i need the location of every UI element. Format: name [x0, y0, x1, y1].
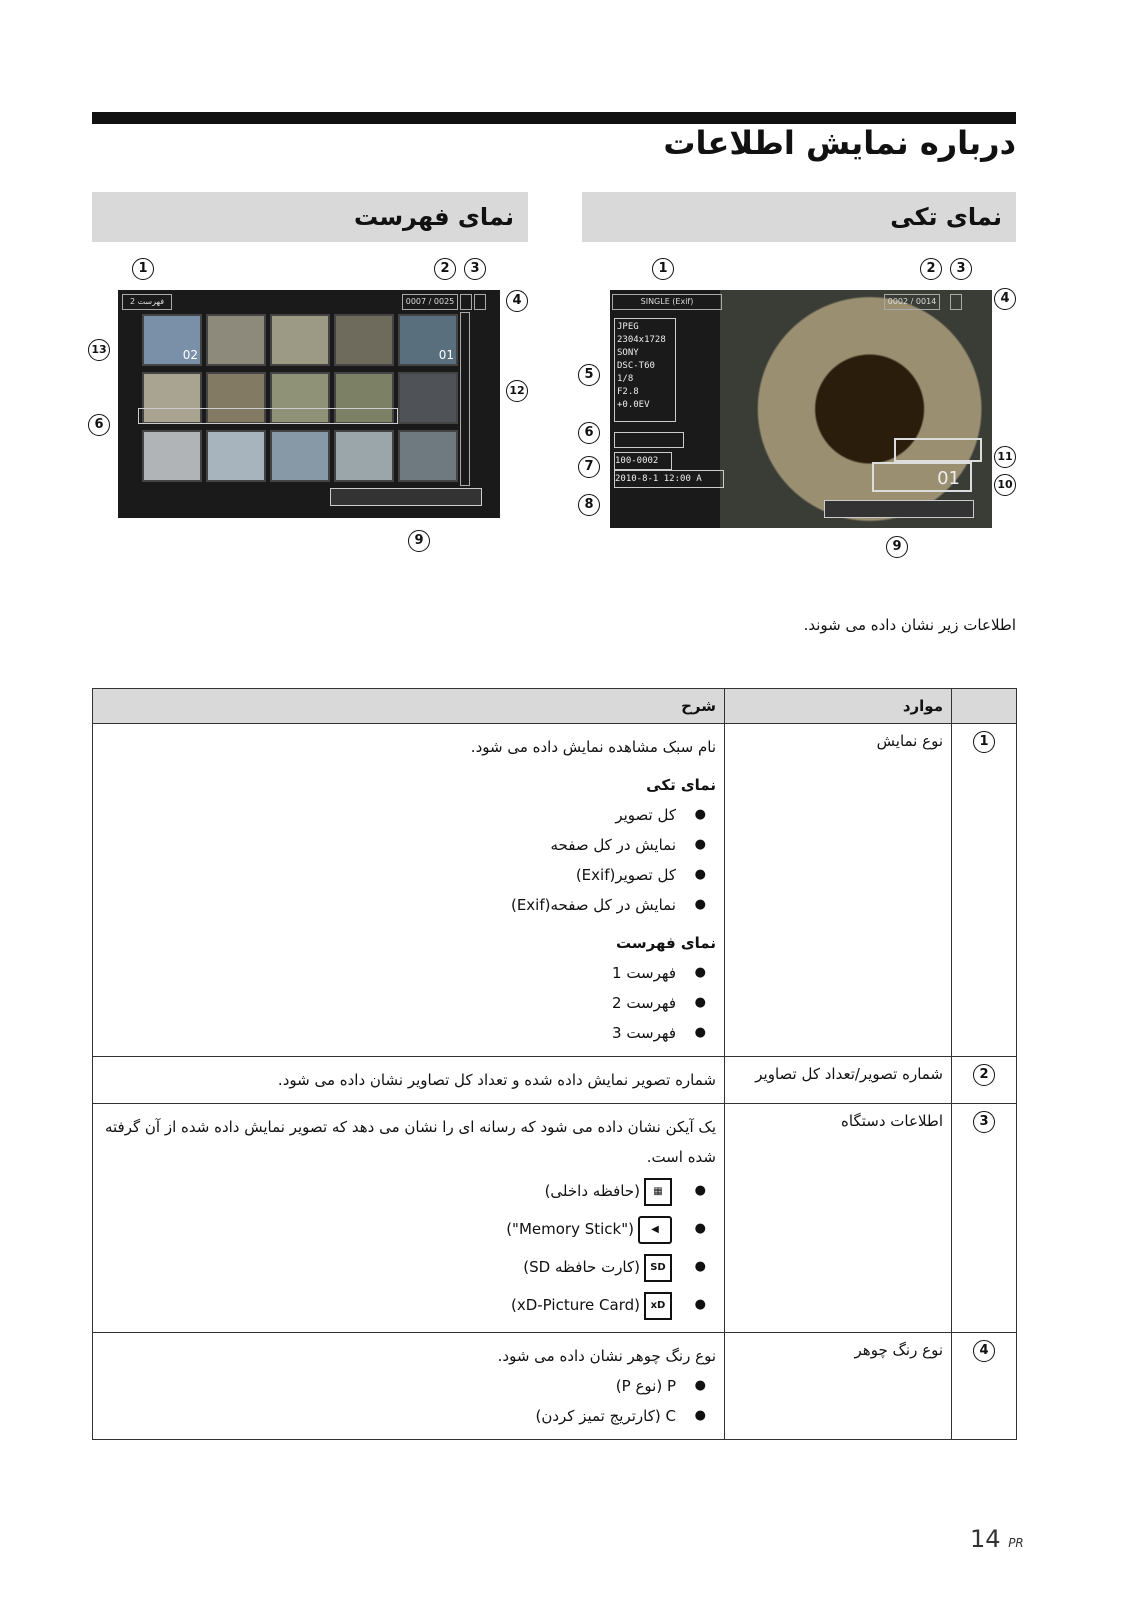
- callout-8: 8: [578, 494, 600, 516]
- thumbnail: 01: [398, 314, 458, 366]
- row-desc-text: یک آیکن نشان داده می شود که رسانه ای را نشان می دهد که تصویر نمایش داده شده از آن گرفته شده است.: [104, 1118, 716, 1166]
- icon-row-highlight: [614, 432, 684, 448]
- print-layout-icons: [894, 438, 982, 462]
- list-item: ● P (نوع P): [101, 1371, 716, 1401]
- xd-card-icon: xD: [644, 1292, 672, 1320]
- operation-guide: [824, 500, 974, 518]
- table-row: [93, 1104, 1017, 1333]
- callout-4: 4: [994, 288, 1016, 310]
- icon-row-highlight: [138, 408, 398, 424]
- thumbnail: [206, 314, 266, 366]
- subheading: نمای تکی: [646, 776, 716, 794]
- row-item: شماره تصویر/تعداد کل تصاویر: [725, 1057, 952, 1104]
- memory-stick-icon: ◀: [638, 1216, 672, 1244]
- shooting-date: 2010-8-1 12:00 A: [614, 470, 724, 488]
- display-type-indicator: 2 فهرست: [122, 294, 172, 310]
- intro-text: اطلاعات زیر نشان داده می شوند.: [803, 616, 1016, 634]
- sd-card-icon: SD: [644, 1254, 672, 1282]
- list-item: ● نمایش در کل صفحه: [101, 830, 716, 860]
- callout-4: 4: [506, 290, 528, 312]
- callout-1: 1: [132, 258, 154, 280]
- internal-memory-icon: ▦: [644, 1178, 672, 1206]
- callout-9: 9: [408, 530, 430, 552]
- thumbnail: [334, 430, 394, 482]
- table-row: [93, 1333, 1017, 1440]
- bullet-list: [101, 800, 716, 920]
- callout-7: 7: [578, 456, 600, 478]
- operation-guide: [330, 488, 482, 506]
- callout-6: 6: [578, 422, 600, 444]
- thumbnail: [270, 314, 330, 366]
- single-view-screen: [610, 290, 992, 528]
- list-item: ● کل تصویر: [101, 800, 716, 830]
- info-table: [92, 688, 1017, 1440]
- callout-12: 12: [506, 380, 528, 402]
- thumbnail: [398, 372, 458, 424]
- list-item: ● فهرست 3: [101, 1018, 716, 1048]
- header-num: [952, 689, 1017, 724]
- thumbnail: 02: [142, 314, 202, 366]
- list-item: ● فهرست 1: [101, 958, 716, 988]
- bullet-list: [101, 1172, 716, 1324]
- print-quantity: 01: [872, 462, 972, 492]
- exif-panel: JPEG 2304x1728 SONY DSC-T60 1/8 F2.8 +0.0EV: [614, 318, 676, 422]
- device-info-indicator: [460, 294, 472, 310]
- header-rule: [92, 112, 1016, 124]
- row-item: اطلاعات دستگاه: [725, 1104, 952, 1333]
- list-item: ● C (کارتریج تمیز کردن): [101, 1401, 716, 1431]
- row-desc-text: نام سبک مشاهده نمایش داده می شود.: [470, 738, 716, 756]
- thumbnail: [206, 430, 266, 482]
- callout-5: 5: [578, 364, 600, 386]
- row-desc: [93, 1333, 725, 1440]
- scroll-bar: [460, 312, 470, 486]
- thumbnail: [270, 430, 330, 482]
- row-number: 2: [973, 1064, 995, 1086]
- ink-type-indicator: [950, 294, 962, 310]
- list-item: ● SD(کارت حافظه SD): [101, 1248, 716, 1286]
- row-number: 1: [973, 731, 995, 753]
- thumbnail: [142, 430, 202, 482]
- subheading: نمای فهرست: [616, 934, 716, 952]
- row-item: نوع نمایش: [725, 724, 952, 1057]
- page-title: درباره نمایش اطلاعات: [663, 124, 1016, 162]
- row-desc: [93, 1104, 725, 1333]
- row-number: 3: [973, 1111, 995, 1133]
- display-type-indicator: SINGLE (Exif): [612, 294, 722, 310]
- thumbnail: [398, 430, 458, 482]
- table-header-row: [93, 689, 1017, 724]
- image-count: 0007 / 0025: [402, 294, 458, 310]
- single-view-heading: نمای تکی: [582, 192, 1016, 242]
- row-desc: شماره تصویر نمایش داده شده و تعداد کل تصاویر نشان داده می شود.: [93, 1057, 725, 1104]
- list-item: ● کل تصویر(Exif): [101, 860, 716, 890]
- list-item: ● ▦(حافظه داخلی): [101, 1172, 716, 1210]
- file-number: 100-0002: [614, 452, 672, 470]
- bullet-list: [101, 958, 716, 1048]
- bullet-list: [101, 1371, 716, 1431]
- header-item: موارد: [725, 689, 952, 724]
- list-item: ● نمایش در کل صفحه(Exif): [101, 890, 716, 920]
- callout-2: 2: [920, 258, 942, 280]
- index-view-screen: [118, 290, 500, 518]
- callout-9: 9: [886, 536, 908, 558]
- ink-type-indicator: [474, 294, 486, 310]
- index-view-heading: نمای فهرست: [92, 192, 528, 242]
- row-item: نوع رنگ چوهر: [725, 1333, 952, 1440]
- thumbnail: [334, 314, 394, 366]
- row-desc: [93, 724, 725, 1057]
- image-count: 0002 / 0014: [884, 294, 940, 310]
- callout-3: 3: [464, 258, 486, 280]
- callout-6: 6: [88, 414, 110, 436]
- page-number: 14 PR: [970, 1525, 1024, 1553]
- callout-11: 11: [994, 446, 1016, 468]
- header-desc: شرح: [93, 689, 725, 724]
- callout-13: 13: [88, 339, 110, 361]
- callout-3: 3: [950, 258, 972, 280]
- table-row: [93, 724, 1017, 1057]
- callout-10: 10: [994, 474, 1016, 496]
- row-number: 4: [973, 1340, 995, 1362]
- table-row: [93, 1057, 1017, 1104]
- row-desc-text: نوع رنگ چوهر نشان داده می شود.: [497, 1347, 716, 1365]
- list-item: ● ◀("Memory Stick"): [101, 1210, 716, 1248]
- list-item: ● فهرست 2: [101, 988, 716, 1018]
- callout-1: 1: [652, 258, 674, 280]
- callout-2: 2: [434, 258, 456, 280]
- list-item: ● xD(xD-Picture Card): [101, 1286, 716, 1324]
